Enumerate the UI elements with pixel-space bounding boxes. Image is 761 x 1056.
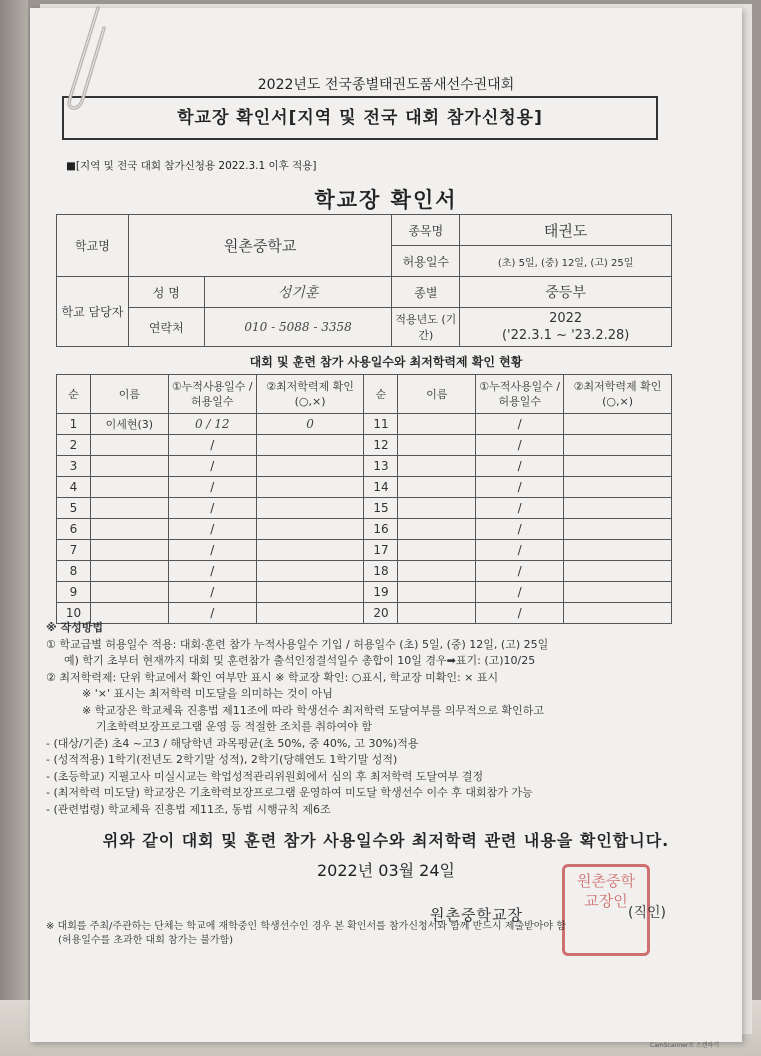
row-no: 18 — [364, 561, 398, 582]
row-no: 4 — [57, 477, 91, 498]
instruction-line: ② 최저학력제: 단위 학교에서 확인 여부만 표시 ※ 학교장 확인: ○표시, 학교장 미확인: × 표시 — [46, 670, 499, 684]
participation-table — [56, 374, 672, 624]
confirmation-statement: 위와 같이 대회 및 훈련 참가 사용일수와 최저학력 관련 내용을 확인합니다. — [102, 831, 670, 850]
school-value: 원촌중학교 — [128, 215, 392, 277]
row-days: / — [168, 561, 256, 582]
col-header-check-2: ②최저학력제 확인(○,×) — [564, 375, 672, 414]
row-name — [90, 582, 168, 603]
col-header-days-2: ①누적사용일수 /허용일수 — [476, 375, 564, 414]
row-name — [90, 540, 168, 561]
col-header-name-2: 이름 — [398, 375, 476, 414]
col-header-no-2: 순 — [364, 375, 398, 414]
row-days: / — [168, 498, 256, 519]
row-days: / — [476, 414, 564, 435]
form-note: ■[지역 및 전국 대회 참가신청용 2022.3.1 이후 적용] — [66, 160, 317, 172]
row-no: 3 — [57, 456, 91, 477]
row-no: 7 — [57, 540, 91, 561]
row-days: / — [476, 603, 564, 624]
row-check — [256, 519, 364, 540]
row-name — [90, 477, 168, 498]
table-row — [57, 561, 672, 582]
col-header-name: 이름 — [90, 375, 168, 414]
paperclip-icon — [58, 2, 106, 110]
row-check — [564, 540, 672, 561]
row-check — [256, 561, 364, 582]
category-value: 중등부 — [460, 277, 672, 308]
table-row — [57, 498, 672, 519]
allowed-days-value: (초) 5일, (중) 12일, (고) 25일 — [460, 246, 672, 277]
instruction-line: - (초등학교) 지필고사 미실시교는 학업성적관리위원회에서 심의 후 최저학력 도달여부 결정 — [46, 769, 484, 783]
row-no: 10 — [57, 603, 91, 624]
row-check — [256, 540, 364, 561]
school-label: 학교명 — [57, 215, 129, 277]
row-no: 9 — [57, 582, 91, 603]
row-days: / — [168, 477, 256, 498]
row-name — [398, 540, 476, 561]
allowed-days-label: 허용일수 — [392, 246, 460, 277]
footer-note — [46, 920, 736, 948]
contact-label: 연락처 — [128, 308, 204, 347]
row-name — [90, 456, 168, 477]
row-check — [564, 582, 672, 603]
row-check — [256, 477, 364, 498]
row-days: / — [476, 456, 564, 477]
row-no: 6 — [57, 519, 91, 540]
instructions — [46, 620, 736, 818]
row-name — [398, 582, 476, 603]
col-header-check: ②최저학력제 확인(○,×) — [256, 375, 364, 414]
row-no: 19 — [364, 582, 398, 603]
table-row — [57, 519, 672, 540]
row-name — [398, 456, 476, 477]
document-page — [30, 8, 742, 1049]
col-header-no: 순 — [57, 375, 91, 414]
row-no: 2 — [57, 435, 91, 456]
row-name — [398, 498, 476, 519]
row-name — [398, 561, 476, 582]
row-check — [564, 561, 672, 582]
row-no: 14 — [364, 477, 398, 498]
event-title: 2022년도 전국종별태권도품새선수권대회 — [257, 77, 515, 93]
row-days: / — [476, 498, 564, 519]
row-name — [90, 435, 168, 456]
footer-line: (허용일수를 초과한 대회 참가는 불가함) — [58, 935, 234, 946]
row-name — [398, 477, 476, 498]
row-check — [564, 414, 672, 435]
sport-value: 태권도 — [460, 215, 672, 246]
row-name — [90, 561, 168, 582]
row-no: 12 — [364, 435, 398, 456]
confirmation-date: 2022년 03월 24일 — [317, 861, 455, 880]
row-no: 13 — [364, 456, 398, 477]
row-no: 11 — [364, 414, 398, 435]
row-days: / — [168, 540, 256, 561]
row-no: 20 — [364, 603, 398, 624]
instructions-title: ※ 작성방법 — [46, 621, 104, 634]
col-header-days: ①누적사용일수 /허용일수 — [168, 375, 256, 414]
row-check — [256, 456, 364, 477]
seal-label: (직인) — [628, 905, 666, 921]
table-row — [57, 540, 672, 561]
row-no: 17 — [364, 540, 398, 561]
row-days: / — [168, 519, 256, 540]
form-title: 학교장 확인서 — [314, 188, 458, 212]
period-year: 2022 — [549, 311, 583, 326]
staff-label: 학교 담당자 — [57, 277, 129, 347]
row-name — [398, 519, 476, 540]
period-value — [460, 308, 672, 347]
row-days: / — [476, 477, 564, 498]
instruction-line: - (최저학력 미도달) 학교장은 기초학력보장프로그램 운영하여 미도달 학생선수 이수 후 대회참가 가능 — [46, 786, 533, 799]
instruction-line: ※ 학교장은 학교체육 진흥법 제11조에 따라 학생선수 최저학력 도달여부를 의무적으로 확인하고 — [82, 703, 544, 717]
info-table — [56, 214, 672, 347]
row-check — [564, 498, 672, 519]
row-check — [256, 435, 364, 456]
table-row — [57, 456, 672, 477]
row-no: 16 — [364, 519, 398, 540]
table-row — [57, 582, 672, 603]
row-check — [256, 498, 364, 519]
row-days: / — [168, 456, 256, 477]
table-row — [57, 435, 672, 456]
row-no: 5 — [57, 498, 91, 519]
row-no: 15 — [364, 498, 398, 519]
row-days: / — [476, 435, 564, 456]
category-label: 종별 — [392, 277, 460, 308]
table-header-row — [57, 375, 672, 414]
instruction-line: ① 학교급별 허용일수 적용: 대회·훈련 참가 누적사용일수 기입 / 허용일수 (초) 5일, (중) 12일, (고) 25일 — [46, 637, 549, 651]
grid-title: 대회 및 훈련 참가 사용일수와 최저학력제 확인 현황 — [249, 355, 523, 369]
row-days: / — [168, 582, 256, 603]
row-name — [90, 519, 168, 540]
form-header-box: 학교장 확인서[지역 및 전국 대회 참가신청용] — [62, 96, 658, 140]
row-days: 0 / 12 — [168, 414, 256, 435]
row-days: / — [476, 561, 564, 582]
row-days: / — [476, 540, 564, 561]
principal-name: 원촌중학교장 — [430, 906, 523, 924]
row-check — [256, 582, 364, 603]
row-check — [564, 456, 672, 477]
scanner-watermark: CamScanner로 스캔하기 — [650, 1042, 720, 1049]
row-check — [564, 435, 672, 456]
row-days: / — [476, 519, 564, 540]
instruction-line: 예) 학기 초부터 현재까지 대회 및 훈련참가 출석인정결석일수 총합이 10일 경우➡표기: (고)10/25 — [64, 654, 536, 667]
row-no: 1 — [57, 414, 91, 435]
row-name — [90, 498, 168, 519]
contact-value: 010 - 5088 - 3358 — [204, 308, 392, 347]
row-days: / — [168, 435, 256, 456]
row-check — [564, 477, 672, 498]
row-days: / — [476, 582, 564, 603]
row-check: 0 — [256, 414, 364, 435]
row-no: 8 — [57, 561, 91, 582]
period-range: ('22.3.1 ~ '23.2.28) — [501, 328, 630, 343]
row-name — [398, 435, 476, 456]
row-days: / — [168, 603, 256, 624]
name-label: 성 명 — [128, 277, 204, 308]
table-row — [57, 477, 672, 498]
background-surface — [0, 0, 28, 1056]
instruction-line: ※ '×' 표시는 최저학력 미도달을 의미하는 것이 아님 — [82, 687, 333, 700]
row-name: 이세현(3) — [90, 414, 168, 435]
instruction-line: - (대상/기준) 초4 ~고3 / 해당학년 과목평균(초 50%, 중 40%, 고 30%)적용 — [46, 736, 419, 750]
sport-label: 종목명 — [392, 215, 460, 246]
seal-text: 원촌중학교장인 — [577, 872, 635, 910]
instruction-line: - (성적적용) 1학기(전년도 2학기말 성적), 2학기(당해연도 1학기말 성적) — [46, 753, 398, 766]
name-value: 성기훈 — [204, 277, 392, 308]
instruction-line: 기초학력보장프로그램 운영 등 적절한 조치를 취하여야 함 — [96, 720, 373, 733]
period-label: 적용년도 (기간) — [392, 308, 460, 347]
table-row — [57, 414, 672, 435]
row-check — [564, 519, 672, 540]
row-name — [398, 414, 476, 435]
footer-line: ※ 대회를 주최/주관하는 단체는 학교에 재학중인 학생선수인 경우 본 확인서를 참가신청서와 함께 반드시 제출받아야 함 — [46, 921, 566, 932]
instruction-line: - (관련법령) 학교체육 진흥법 제11조, 동법 시행규칙 제6조 — [46, 802, 331, 816]
